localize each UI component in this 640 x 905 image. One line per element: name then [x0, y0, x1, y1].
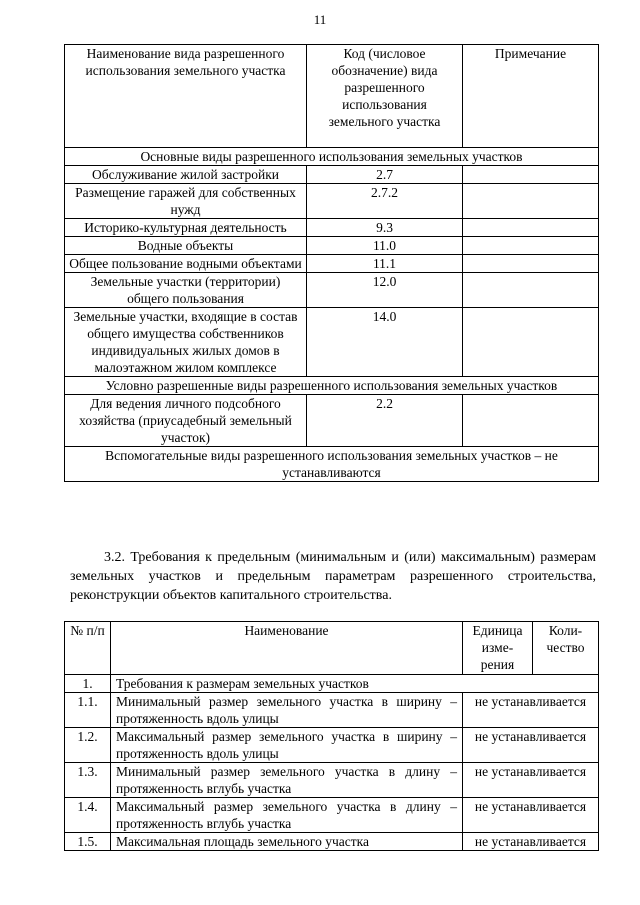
row-number: 1.5. [65, 833, 111, 851]
section-row-conditional [65, 377, 599, 395]
section-row [65, 675, 599, 693]
table-row [65, 237, 599, 255]
section-title-main: Основные виды разрешенного использования земельных участков [65, 148, 599, 166]
land-use-code: 2.7 [307, 166, 463, 184]
table-header-row [65, 622, 599, 675]
table-header-row [65, 45, 599, 148]
land-use-note [463, 219, 599, 237]
row-number: 1. [65, 675, 111, 693]
column-header-code: Код (числовое обозначение) вида разрешенного использования земельного участка [307, 45, 463, 148]
table-row [65, 395, 599, 447]
land-use-note [463, 395, 599, 447]
land-use-name: Для ведения личного подсобного хозяйства (приусадебный земельный участок) [65, 395, 307, 447]
page-number: 11 [313, 12, 327, 27]
land-plot-requirements-table [64, 621, 599, 851]
requirement-name: Максимальный размер земельного участка в ширину – протяженность вдоль улицы [111, 728, 463, 763]
requirement-name: Минимальный размер земельного участка в длину – протяженность вглубь участка [111, 763, 463, 798]
land-use-name: Земельные участки (территории) общего пользования [65, 273, 307, 308]
requirement-value: не устанавливается [463, 833, 599, 851]
section-title-auxiliary: Вспомогательные виды разрешенного использования земельных участков – не устанавливаются [65, 447, 599, 482]
land-use-name: Общее пользование водными объектами [65, 255, 307, 273]
column-header-name: Наименование [111, 622, 463, 675]
table-row [65, 693, 599, 728]
section-row-main [65, 148, 599, 166]
land-use-code: 12.0 [307, 273, 463, 308]
land-use-note [463, 237, 599, 255]
land-use-code: 11.0 [307, 237, 463, 255]
land-use-code: 14.0 [307, 308, 463, 377]
land-use-types-table [64, 44, 599, 482]
land-use-code: 11.1 [307, 255, 463, 273]
requirement-name: Минимальный размер земельного участка в ширину – протяженность вдоль улицы [111, 693, 463, 728]
land-use-note [463, 184, 599, 219]
table-row [65, 798, 599, 833]
column-header-note: Примечание [463, 45, 599, 148]
column-header-quantity: Коли-чество [533, 622, 599, 675]
land-use-code: 2.2 [307, 395, 463, 447]
land-use-note [463, 255, 599, 273]
table-row [65, 308, 599, 377]
land-use-note [463, 308, 599, 377]
section-title-conditional: Условно разрешенные виды разрешенного использования земельных участков [65, 377, 599, 395]
row-number: 1.3. [65, 763, 111, 798]
section-title: Требования к размерам земельных участков [111, 675, 599, 693]
table-row [65, 166, 599, 184]
requirement-name: Максимальный размер земельного участка в длину – протяженность вглубь участка [111, 798, 463, 833]
table-row [65, 273, 599, 308]
requirement-name: Максимальная площадь земельного участка [111, 833, 463, 851]
table-row [65, 184, 599, 219]
land-use-note [463, 166, 599, 184]
row-number: 1.4. [65, 798, 111, 833]
requirement-value: не устанавливается [463, 763, 599, 798]
column-header-number: № п/п [65, 622, 111, 675]
land-use-name: Историко-культурная деятельность [65, 219, 307, 237]
column-header-unit: Единица изме-рения [463, 622, 533, 675]
land-use-code: 9.3 [307, 219, 463, 237]
table-row [65, 763, 599, 798]
land-use-name: Размещение гаражей для собственных нужд [65, 184, 307, 219]
table-row [65, 833, 599, 851]
table-row [65, 219, 599, 237]
land-use-name: Земельные участки, входящие в состав общего имущества собственников индивидуальных жилых домов в малоэтажном жилом комплексе [65, 308, 307, 377]
requirement-value: не устанавливается [463, 728, 599, 763]
section-row-auxiliary [65, 447, 599, 482]
requirement-value: не устанавливается [463, 693, 599, 728]
land-use-code: 2.7.2 [307, 184, 463, 219]
row-number: 1.2. [65, 728, 111, 763]
requirement-value: не устанавливается [463, 798, 599, 833]
table-row [65, 728, 599, 763]
row-number: 1.1. [65, 693, 111, 728]
column-header-name: Наименование вида разрешенного использования земельного участка [65, 45, 307, 148]
land-use-note [463, 273, 599, 308]
table-row [65, 255, 599, 273]
section-paragraph: 3.2. Требования к предельным (минимальным и (или) максимальным) размерам земельных участков и предельным параметрам разрешенного строительства, реконструкции объектов капитального строительства. [70, 550, 596, 603]
land-use-name: Обслуживание жилой застройки [65, 166, 307, 184]
land-use-name: Водные объекты [65, 237, 307, 255]
